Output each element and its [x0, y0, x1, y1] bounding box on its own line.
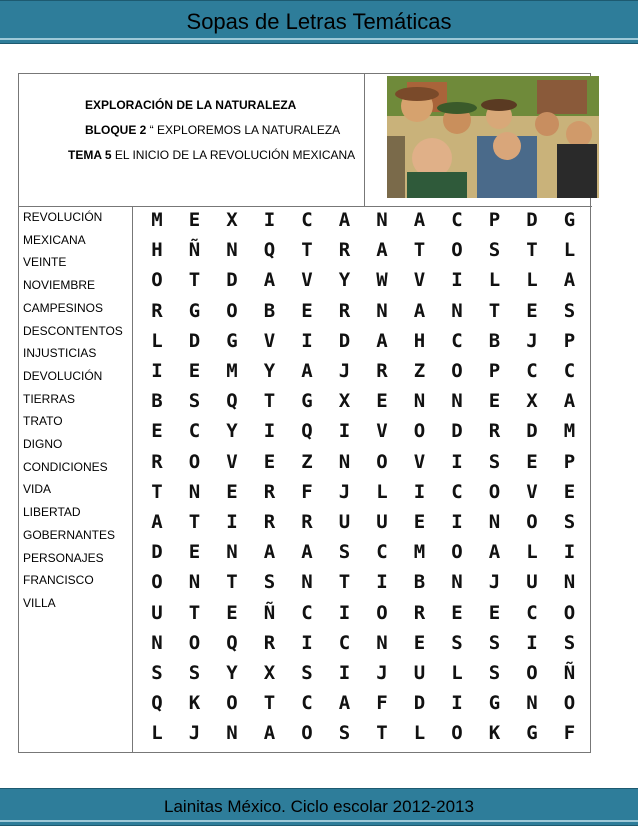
grid-letter[interactable]: E	[226, 480, 238, 503]
grid-letter[interactable]: X	[263, 662, 276, 684]
grid-letter[interactable]: E	[413, 631, 426, 654]
grid-letter[interactable]: A	[301, 360, 313, 382]
grid-letter[interactable]: C	[451, 209, 463, 231]
grid-letter[interactable]: S	[188, 390, 201, 413]
grid-letter[interactable]: J	[488, 571, 501, 594]
grid-letter[interactable]: I	[376, 571, 388, 594]
grid-letter[interactable]: I	[151, 360, 163, 382]
grid-letter[interactable]: M	[226, 360, 238, 382]
grid-letter[interactable]: T	[226, 571, 238, 594]
word-list-item: NOVIEMBRE	[23, 278, 96, 293]
grid-letter[interactable]: T	[488, 299, 501, 322]
grid-letter[interactable]: S	[563, 511, 576, 533]
grid-letter[interactable]: Y	[338, 269, 351, 292]
grid-letter[interactable]: I	[451, 511, 463, 533]
grid-letter[interactable]: R	[263, 631, 276, 654]
grid-letter[interactable]: B	[488, 329, 501, 352]
grid-letter[interactable]: I	[338, 420, 351, 443]
word-list-item: MEXICANA	[23, 232, 86, 247]
grid-letter[interactable]: P	[488, 360, 501, 382]
grid-letter[interactable]: N	[226, 722, 238, 745]
header-block	[85, 123, 340, 137]
grid-letter[interactable]: S	[488, 631, 501, 654]
word-list-item: TRATO	[23, 414, 63, 429]
grid-letter[interactable]: R	[151, 299, 163, 322]
header-topic-title: EL INICIO DE LA REVOLUCIÓN MEXICANA	[111, 148, 356, 162]
grid-letter[interactable]: V	[413, 450, 426, 473]
grid-letter[interactable]: L	[563, 239, 576, 262]
grid-letter[interactable]: C	[526, 601, 538, 624]
grid-letter[interactable]: R	[301, 511, 313, 533]
grid-letter[interactable]: Q	[226, 390, 238, 413]
grid-letter[interactable]: A	[413, 299, 426, 322]
grid-letter[interactable]: L	[151, 722, 163, 745]
grid-letter[interactable]: S	[451, 631, 463, 654]
grid-letter[interactable]: A	[563, 390, 576, 413]
word-list	[19, 207, 133, 753]
header-topic-label: TEMA 5	[68, 148, 112, 162]
grid-letter[interactable]: N	[451, 390, 463, 413]
page-title: Sopas de Letras Temáticas	[186, 9, 452, 34]
grid-letter[interactable]: L	[451, 662, 463, 684]
word-list-item: REVOLUCIÓN	[23, 210, 103, 224]
word-list-item: GOBERNANTES	[23, 527, 116, 542]
worksheet-frame	[18, 73, 591, 753]
grid-letter[interactable]: A	[376, 329, 388, 352]
grid-letter[interactable]: P	[563, 329, 576, 352]
grid-letter[interactable]: C	[451, 329, 463, 352]
grid-letter[interactable]: I	[263, 209, 276, 231]
grid-letter[interactable]: O	[188, 631, 201, 654]
grid-letter[interactable]: N	[376, 631, 388, 654]
grid-letter[interactable]: G	[188, 299, 201, 322]
word-list-item: DIGNO	[23, 437, 63, 451]
grid-letter[interactable]: E	[188, 360, 201, 382]
grid-letter[interactable]: R	[413, 601, 426, 624]
grid-letter[interactable]: U	[376, 511, 388, 533]
word-list-item: FRANCISCO	[23, 573, 94, 588]
grid-letter[interactable]: C	[563, 360, 576, 382]
grid-letter[interactable]: S	[338, 541, 351, 564]
grid-letter[interactable]: C	[301, 209, 313, 231]
grid-letter[interactable]: G	[301, 390, 313, 413]
grid-letter[interactable]: A	[376, 239, 388, 262]
word-list-item: PERSONAJES	[23, 550, 104, 565]
grid-letter[interactable]: L	[376, 480, 388, 503]
grid-letter[interactable]: L	[151, 329, 163, 352]
grid-letter[interactable]: T	[526, 239, 538, 262]
grid-letter[interactable]: O	[301, 722, 313, 745]
grid-letter[interactable]: N	[451, 571, 463, 594]
grid-letter[interactable]: W	[376, 269, 388, 292]
grid-letter[interactable]: E	[376, 390, 388, 413]
grid-letter[interactable]: B	[413, 571, 426, 594]
grid-letter[interactable]: E	[526, 450, 538, 473]
grid-letter[interactable]: D	[526, 209, 538, 231]
grid-letter[interactable]: O	[451, 239, 463, 262]
grid-letter[interactable]: G	[488, 692, 501, 715]
grid-letter[interactable]: E	[301, 299, 313, 322]
grid-letter[interactable]: O	[226, 692, 238, 715]
grid-letter[interactable]: N	[376, 209, 388, 231]
grid-letter[interactable]: I	[563, 541, 576, 564]
grid-letter[interactable]: V	[526, 480, 538, 503]
grid-letter[interactable]: R	[488, 420, 501, 443]
grid-letter[interactable]: E	[188, 209, 201, 231]
grid-letter[interactable]: T	[301, 239, 313, 262]
grid-letter[interactable]: G	[226, 329, 238, 352]
grid-letter[interactable]: B	[151, 390, 163, 413]
grid-letter[interactable]: F	[563, 722, 576, 745]
grid-letter[interactable]: Ñ	[188, 239, 201, 262]
grid-letter[interactable]: Q	[301, 420, 313, 443]
grid-letter[interactable]: C	[301, 692, 313, 715]
grid-letter[interactable]: N	[376, 299, 388, 322]
grid-letter[interactable]: R	[263, 511, 276, 533]
grid-letter[interactable]: R	[151, 450, 163, 473]
grid-letter[interactable]: T	[413, 239, 426, 262]
grid-letter[interactable]: S	[563, 631, 576, 654]
grid-letter[interactable]: I	[263, 420, 276, 443]
grid-letter[interactable]: C	[376, 541, 388, 564]
grid-letter[interactable]: A	[338, 209, 351, 231]
grid-letter[interactable]: X	[226, 209, 238, 231]
grid-letter[interactable]: V	[376, 420, 388, 443]
grid-letter[interactable]: O	[451, 360, 463, 382]
grid-letter[interactable]: G	[526, 722, 538, 745]
grid-letter[interactable]: I	[451, 692, 463, 715]
grid-letter[interactable]: O	[526, 662, 538, 684]
grid-letter[interactable]: A	[301, 541, 313, 564]
grid-letter[interactable]: U	[151, 601, 163, 624]
grid-letter[interactable]: C	[526, 360, 538, 382]
grid-letter[interactable]: O	[376, 450, 388, 473]
header-block-title: “ EXPLOREMOS LA NATURALEZA	[146, 123, 341, 137]
grid-letter[interactable]: I	[301, 329, 313, 352]
grid-letter[interactable]: S	[301, 662, 313, 684]
grid-letter[interactable]: N	[413, 390, 426, 413]
grid-letter[interactable]: A	[338, 692, 351, 715]
grid-letter[interactable]: S	[563, 299, 576, 322]
grid-letter[interactable]: C	[451, 480, 463, 503]
header-block-label: BLOQUE 2	[85, 123, 147, 137]
grid-letter[interactable]: N	[188, 571, 201, 594]
header-subject: EXPLORACIÓN DE LA NATURALEZA	[85, 98, 297, 112]
grid-letter[interactable]: S	[488, 450, 501, 473]
grid-letter[interactable]: R	[376, 360, 388, 382]
grid-letter[interactable]: Q	[151, 692, 163, 715]
grid-letter[interactable]: X	[338, 390, 351, 413]
grid-letter[interactable]: I	[451, 450, 463, 473]
grid-letter[interactable]: J	[338, 360, 351, 382]
grid-letter[interactable]: T	[338, 571, 351, 594]
grid-letter[interactable]: D	[226, 269, 238, 292]
grid-letter[interactable]: E	[488, 601, 501, 624]
word-list-item: VILLA	[23, 595, 56, 610]
grid-letter[interactable]: N	[301, 571, 313, 594]
footer-banner	[0, 788, 638, 826]
word-list-item: TIERRAS	[23, 391, 76, 406]
grid-letter[interactable]: Q	[263, 239, 276, 262]
grid-letter[interactable]: P	[488, 209, 501, 231]
grid-letter[interactable]: O	[526, 511, 538, 533]
grid-letter[interactable]: S	[488, 239, 501, 262]
grid-letter[interactable]: G	[563, 209, 576, 231]
grid-letter[interactable]: R	[263, 480, 276, 503]
grid-letter[interactable]: O	[563, 692, 576, 715]
grid-letter[interactable]: L	[526, 541, 538, 564]
grid-letter[interactable]: N	[226, 239, 238, 262]
grid-letter[interactable]: E	[488, 390, 501, 413]
grid-letter[interactable]: K	[188, 692, 201, 715]
grid-letter[interactable]: O	[226, 299, 238, 322]
grid-letter[interactable]: S	[188, 662, 201, 684]
grid-letter[interactable]: A	[151, 511, 163, 533]
grid-letter[interactable]: D	[413, 692, 426, 715]
grid-letter[interactable]: O	[188, 450, 201, 473]
grid-letter[interactable]: Q	[226, 631, 238, 654]
grid-letter[interactable]: S	[488, 662, 501, 684]
grid-letter[interactable]: O	[488, 480, 501, 503]
word-list-item: INJUSTICIAS	[23, 346, 97, 361]
grid-letter[interactable]: D	[338, 329, 351, 352]
grid-letter[interactable]: A	[263, 722, 276, 745]
grid-letter[interactable]: I	[226, 511, 238, 533]
grid-letter[interactable]: T	[188, 511, 201, 533]
grid-letter[interactable]: S	[338, 722, 351, 745]
grid-letter[interactable]: T	[188, 269, 201, 292]
grid-letter[interactable]: U	[413, 662, 426, 684]
grid-letter[interactable]: I	[338, 662, 351, 684]
grid-letter[interactable]: U	[338, 511, 351, 533]
word-list-item: DESCONTENTOS	[23, 323, 123, 338]
grid-letter[interactable]: E	[451, 601, 463, 624]
grid-letter[interactable]: N	[488, 511, 501, 533]
grid-letter[interactable]: J	[526, 329, 538, 352]
grid-letter[interactable]: O	[563, 601, 576, 624]
grid-letter[interactable]: Y	[226, 662, 238, 684]
word-list-item: DEVOLUCIÓN	[23, 368, 103, 383]
grid-letter[interactable]: L	[488, 269, 501, 292]
header-divider	[364, 74, 365, 206]
grid-letter[interactable]: I	[301, 631, 313, 654]
page-title-banner	[0, 0, 638, 44]
grid-letter[interactable]: V	[413, 269, 426, 292]
grid-letter[interactable]: M	[563, 420, 576, 443]
grid-letter[interactable]: E	[151, 420, 163, 443]
grid-letter[interactable]: H	[151, 239, 163, 262]
grid-letter[interactable]: X	[526, 390, 538, 413]
grid-letter[interactable]: N	[526, 692, 538, 715]
grid-letter[interactable]: U	[526, 571, 538, 594]
grid-letter[interactable]: N	[188, 480, 201, 503]
grid-letter[interactable]: N	[338, 450, 351, 473]
grid-letter[interactable]: E	[188, 541, 201, 564]
grid-letter[interactable]: F	[301, 480, 313, 503]
word-list-item: LIBERTAD	[23, 505, 81, 520]
grid-letter[interactable]: D	[188, 329, 201, 352]
grid-letter[interactable]: L	[413, 722, 426, 745]
revolution-illustration	[387, 76, 599, 198]
grid-letter[interactable]: I	[338, 601, 351, 624]
grid-letter[interactable]: N	[563, 571, 576, 594]
letter-grid	[133, 207, 592, 753]
header-topic	[68, 148, 355, 162]
grid-letter[interactable]: E	[226, 601, 238, 624]
grid-letter[interactable]: I	[413, 480, 426, 503]
worksheet-header	[19, 74, 592, 207]
grid-letter[interactable]: Y	[226, 420, 238, 443]
grid-letter[interactable]: J	[188, 722, 201, 745]
grid-letter[interactable]: M	[151, 209, 163, 231]
grid-letter[interactable]: V	[263, 329, 276, 352]
word-list-item: VEINTE	[23, 255, 67, 270]
grid-letter[interactable]: O	[151, 269, 163, 292]
footer-text: Lainitas México. Ciclo escolar 2012-2013	[164, 797, 474, 816]
grid-letter[interactable]: T	[376, 722, 388, 745]
grid-letter[interactable]: B	[263, 299, 276, 322]
grid-letter[interactable]: I	[451, 269, 463, 292]
grid-letter[interactable]: O	[451, 541, 463, 564]
word-list-item: VIDA	[23, 482, 52, 497]
grid-letter[interactable]: F	[376, 692, 388, 715]
grid-letter[interactable]: I	[526, 631, 538, 654]
grid-letter[interactable]: O	[376, 601, 388, 624]
grid-letter[interactable]: S	[263, 571, 276, 594]
grid-letter[interactable]: O	[413, 420, 426, 443]
grid-letter[interactable]: O	[151, 571, 163, 594]
grid-letter[interactable]: Z	[413, 360, 426, 382]
grid-letter[interactable]: R	[338, 299, 351, 322]
grid-letter[interactable]: E	[263, 450, 276, 473]
grid-letter[interactable]: P	[563, 450, 576, 473]
grid-letter[interactable]: D	[151, 541, 163, 564]
grid-letter[interactable]: V	[226, 450, 238, 473]
grid-letter[interactable]: A	[563, 269, 576, 292]
grid-letter[interactable]: V	[301, 269, 313, 292]
grid-letter[interactable]: C	[338, 631, 351, 654]
grid-letter[interactable]: A	[413, 209, 426, 231]
grid-letter[interactable]: N	[226, 541, 238, 564]
grid-letter[interactable]: Ñ	[263, 601, 276, 624]
grid-letter[interactable]: Y	[263, 360, 276, 382]
word-list-item: CAMPESINOS	[23, 300, 104, 315]
grid-letter[interactable]: T	[263, 390, 276, 413]
word-list-item: CONDICIONES	[23, 459, 108, 474]
grid-letter[interactable]: E	[526, 299, 538, 322]
grid-letter[interactable]: N	[451, 299, 463, 322]
grid-letter[interactable]: R	[338, 239, 351, 262]
grid-letter[interactable]: C	[301, 601, 313, 624]
grid-letter[interactable]: T	[151, 480, 163, 503]
grid-letter[interactable]: T	[263, 692, 276, 715]
grid-letter[interactable]: T	[188, 601, 201, 624]
grid-letter[interactable]: Ñ	[563, 662, 576, 684]
grid-letter[interactable]: Z	[301, 450, 313, 473]
grid-letter[interactable]: A	[488, 541, 501, 564]
grid-letter[interactable]: A	[263, 269, 276, 292]
grid-letter[interactable]: J	[338, 480, 351, 503]
grid-letter[interactable]: K	[488, 722, 501, 745]
grid-letter[interactable]: C	[188, 420, 201, 443]
grid-letter[interactable]: J	[376, 662, 388, 684]
grid-letter[interactable]: H	[413, 329, 426, 352]
grid-letter[interactable]: E	[413, 511, 426, 533]
grid-letter[interactable]: M	[413, 541, 426, 564]
grid-letter[interactable]: N	[151, 631, 163, 654]
grid-letter[interactable]: O	[451, 722, 463, 745]
grid-letter[interactable]: D	[526, 420, 538, 443]
grid-letter[interactable]: L	[526, 269, 538, 292]
grid-letter[interactable]: D	[451, 420, 463, 443]
grid-letter[interactable]: A	[263, 541, 276, 564]
grid-letter[interactable]: S	[151, 662, 163, 684]
grid-letter[interactable]: E	[563, 480, 576, 503]
